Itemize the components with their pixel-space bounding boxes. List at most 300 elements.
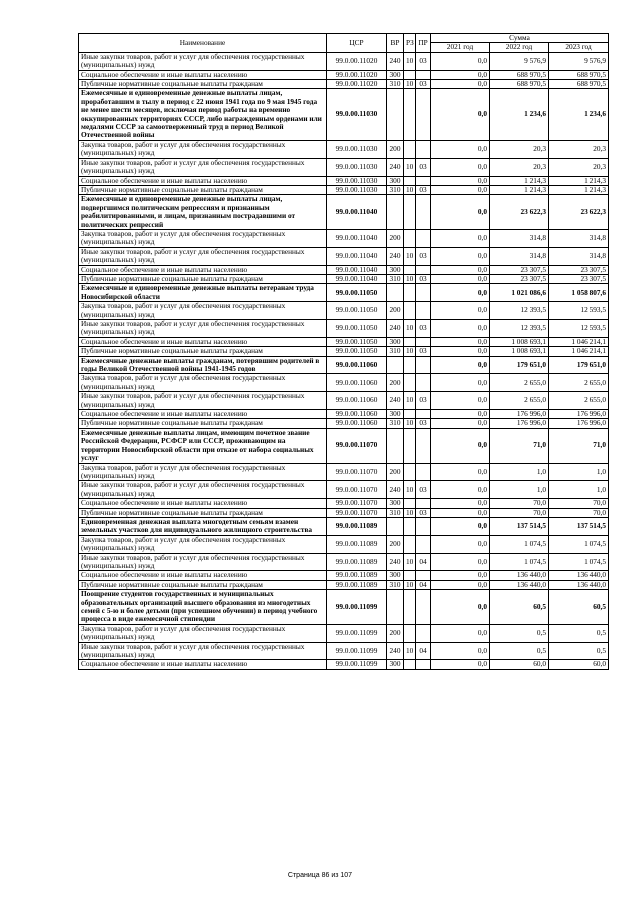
cell-2023: 136 440,0 bbox=[549, 580, 609, 589]
cell-2022: 137 514,5 bbox=[490, 517, 549, 535]
cell-2022: 1,0 bbox=[490, 481, 549, 499]
cell-csr: 99.0.00.11070 bbox=[327, 508, 387, 517]
cell-2022: 1 021 086,6 bbox=[490, 284, 549, 302]
header-vr: ВР bbox=[387, 34, 404, 53]
cell-rz: 10 bbox=[404, 508, 416, 517]
cell-rz bbox=[404, 176, 416, 185]
cell-2023: 688 970,5 bbox=[549, 70, 609, 79]
cell-2023: 314,8 bbox=[549, 247, 609, 265]
table-row bbox=[79, 624, 609, 642]
cell-2021: 0,0 bbox=[431, 463, 490, 481]
table-row bbox=[79, 320, 609, 338]
cell-pr: 03 bbox=[416, 80, 431, 89]
cell-vr: 310 bbox=[387, 80, 404, 89]
cell-pr bbox=[416, 337, 431, 346]
table-row bbox=[79, 229, 609, 247]
cell-csr: 99.0.00.11089 bbox=[327, 517, 387, 535]
cell-vr bbox=[387, 356, 404, 374]
table-row bbox=[79, 247, 609, 265]
cell-2022: 60,5 bbox=[490, 590, 549, 625]
budget-table bbox=[78, 33, 609, 670]
table-row bbox=[79, 642, 609, 660]
cell-2023: 1 046 214,1 bbox=[549, 347, 609, 356]
cell-rz bbox=[404, 535, 416, 553]
cell-pr: 03 bbox=[416, 508, 431, 517]
cell-pr bbox=[416, 590, 431, 625]
cell-vr: 240 bbox=[387, 52, 404, 70]
cell-pr bbox=[416, 428, 431, 463]
cell-2022: 0,5 bbox=[490, 642, 549, 660]
cell-2023: 1 074,5 bbox=[549, 535, 609, 553]
cell-csr: 99.0.00.11040 bbox=[327, 265, 387, 274]
table-row-section bbox=[79, 517, 609, 535]
cell-csr: 99.0.00.11070 bbox=[327, 428, 387, 463]
cell-rz bbox=[404, 265, 416, 274]
header-year-2021: 2021 год bbox=[431, 43, 490, 52]
cell-2021: 0,0 bbox=[431, 302, 490, 320]
cell-2022: 176 996,0 bbox=[490, 419, 549, 428]
table-header bbox=[79, 34, 609, 53]
cell-2022: 70,0 bbox=[490, 508, 549, 517]
table-row bbox=[79, 553, 609, 571]
cell-pr bbox=[416, 535, 431, 553]
cell-pr: 04 bbox=[416, 642, 431, 660]
cell-vr: 310 bbox=[387, 580, 404, 589]
cell-rz: 10 bbox=[404, 392, 416, 410]
cell-vr: 240 bbox=[387, 320, 404, 338]
cell-vr: 310 bbox=[387, 419, 404, 428]
table-row-section bbox=[79, 356, 609, 374]
cell-csr: 99.0.00.11060 bbox=[327, 410, 387, 419]
cell-vr: 300 bbox=[387, 176, 404, 185]
cell-2022: 12 393,5 bbox=[490, 320, 549, 338]
cell-2021: 0,0 bbox=[431, 265, 490, 274]
cell-name: Социальное обеспечение и иные выплаты населению bbox=[79, 660, 327, 669]
cell-pr bbox=[416, 302, 431, 320]
cell-pr bbox=[416, 195, 431, 230]
cell-vr: 200 bbox=[387, 302, 404, 320]
table-row bbox=[79, 463, 609, 481]
cell-rz: 10 bbox=[404, 419, 416, 428]
cell-name: Закупка товаров, работ и услуг для обеспечения государственных (муниципальных) нужд bbox=[79, 140, 327, 158]
cell-csr: 99.0.00.11020 bbox=[327, 52, 387, 70]
cell-rz bbox=[404, 337, 416, 346]
cell-csr: 99.0.00.11060 bbox=[327, 419, 387, 428]
cell-2021: 0,0 bbox=[431, 660, 490, 669]
table-row bbox=[79, 481, 609, 499]
cell-2023: 12 593,5 bbox=[549, 320, 609, 338]
cell-2022: 20,3 bbox=[490, 140, 549, 158]
cell-2022: 1,0 bbox=[490, 463, 549, 481]
cell-2023: 70,0 bbox=[549, 499, 609, 508]
cell-csr: 99.0.00.11020 bbox=[327, 70, 387, 79]
cell-csr: 99.0.00.11050 bbox=[327, 337, 387, 346]
cell-vr: 200 bbox=[387, 140, 404, 158]
table-row-section bbox=[79, 284, 609, 302]
cell-csr: 99.0.00.11060 bbox=[327, 392, 387, 410]
table-row bbox=[79, 185, 609, 194]
cell-2021: 0,0 bbox=[431, 571, 490, 580]
cell-name: Закупка товаров, работ и услуг для обеспечения государственных (муниципальных) нужд bbox=[79, 463, 327, 481]
cell-name: Иные закупки товаров, работ и услуг для обеспечения государственных (муниципальных) нужд bbox=[79, 553, 327, 571]
cell-2023: 136 440,0 bbox=[549, 571, 609, 580]
cell-csr: 99.0.00.11099 bbox=[327, 624, 387, 642]
cell-pr bbox=[416, 89, 431, 140]
cell-2023: 176 996,0 bbox=[549, 419, 609, 428]
cell-name: Социальное обеспечение и иные выплаты населению bbox=[79, 176, 327, 185]
cell-rz: 10 bbox=[404, 553, 416, 571]
cell-2021: 0,0 bbox=[431, 374, 490, 392]
cell-rz bbox=[404, 229, 416, 247]
cell-name: Публичные нормативные социальные выплаты гражданам bbox=[79, 80, 327, 89]
cell-2021: 0,0 bbox=[431, 247, 490, 265]
cell-rz: 10 bbox=[404, 185, 416, 194]
cell-2023: 12 593,5 bbox=[549, 302, 609, 320]
table-row bbox=[79, 392, 609, 410]
cell-2022: 12 393,5 bbox=[490, 302, 549, 320]
cell-2022: 20,3 bbox=[490, 158, 549, 176]
cell-2023: 1 074,5 bbox=[549, 553, 609, 571]
cell-2022: 688 970,5 bbox=[490, 80, 549, 89]
cell-rz bbox=[404, 89, 416, 140]
cell-pr: 03 bbox=[416, 185, 431, 194]
table-row bbox=[79, 274, 609, 283]
cell-2021: 0,0 bbox=[431, 356, 490, 374]
cell-vr: 200 bbox=[387, 624, 404, 642]
table-body bbox=[79, 52, 609, 669]
cell-rz: 10 bbox=[404, 347, 416, 356]
cell-vr: 310 bbox=[387, 347, 404, 356]
header-pr: ПР bbox=[416, 34, 431, 53]
cell-2023: 60,5 bbox=[549, 590, 609, 625]
cell-name: Публичные нормативные социальные выплаты гражданам bbox=[79, 185, 327, 194]
cell-vr: 300 bbox=[387, 265, 404, 274]
cell-name: Закупка товаров, работ и услуг для обеспечения государственных (муниципальных) нужд bbox=[79, 302, 327, 320]
cell-rz bbox=[404, 499, 416, 508]
cell-2021: 0,0 bbox=[431, 229, 490, 247]
cell-pr: 04 bbox=[416, 553, 431, 571]
cell-csr: 99.0.00.11050 bbox=[327, 302, 387, 320]
cell-csr: 99.0.00.11050 bbox=[327, 347, 387, 356]
cell-2021: 0,0 bbox=[431, 590, 490, 625]
cell-rz bbox=[404, 302, 416, 320]
table-row bbox=[79, 52, 609, 70]
cell-csr: 99.0.00.11089 bbox=[327, 553, 387, 571]
cell-2021: 0,0 bbox=[431, 624, 490, 642]
cell-csr: 99.0.00.11070 bbox=[327, 481, 387, 499]
cell-vr: 240 bbox=[387, 392, 404, 410]
cell-2022: 1 214,3 bbox=[490, 176, 549, 185]
cell-rz: 10 bbox=[404, 80, 416, 89]
cell-csr: 99.0.00.11030 bbox=[327, 176, 387, 185]
cell-2023: 71,0 bbox=[549, 428, 609, 463]
cell-csr: 99.0.00.11089 bbox=[327, 535, 387, 553]
cell-2021: 0,0 bbox=[431, 517, 490, 535]
cell-2021: 0,0 bbox=[431, 428, 490, 463]
cell-name: Публичные нормативные социальные выплаты гражданам bbox=[79, 347, 327, 356]
table-row bbox=[79, 535, 609, 553]
cell-rz: 10 bbox=[404, 320, 416, 338]
cell-name: Иные закупки товаров, работ и услуг для обеспечения государственных (муниципальных) нужд bbox=[79, 247, 327, 265]
cell-2022: 60,0 bbox=[490, 660, 549, 669]
cell-pr bbox=[416, 356, 431, 374]
cell-pr: 03 bbox=[416, 158, 431, 176]
cell-csr: 99.0.00.11020 bbox=[327, 80, 387, 89]
cell-vr: 300 bbox=[387, 499, 404, 508]
cell-2023: 9 576,9 bbox=[549, 52, 609, 70]
cell-2023: 2 655,0 bbox=[549, 392, 609, 410]
cell-csr: 99.0.00.11070 bbox=[327, 499, 387, 508]
cell-name: Закупка товаров, работ и услуг для обеспечения государственных (муниципальных) нужд bbox=[79, 624, 327, 642]
cell-2023: 1 046 214,1 bbox=[549, 337, 609, 346]
cell-rz bbox=[404, 195, 416, 230]
table-row bbox=[79, 508, 609, 517]
cell-2021: 0,0 bbox=[431, 284, 490, 302]
cell-2022: 314,8 bbox=[490, 229, 549, 247]
cell-2021: 0,0 bbox=[431, 80, 490, 89]
cell-2021: 0,0 bbox=[431, 176, 490, 185]
table-row bbox=[79, 374, 609, 392]
cell-2023: 20,3 bbox=[549, 158, 609, 176]
cell-rz: 10 bbox=[404, 247, 416, 265]
cell-2022: 176 996,0 bbox=[490, 410, 549, 419]
cell-name: Единовременная денежная выплата многодетным семьям взамен земельных участков для индивидуального жилищного строительства bbox=[79, 517, 327, 535]
cell-name: Ежемесячные и единовременные денежные выплаты лицам, проработавшим в тылу в период с 22 июня 1941 года по 9 мая 1945 года не менее шести месяцев, исключая период работы на временно оккупированных территориях СССР, либо награжденным орденами или медалями СССР за самоотверженный труд в период Великой Отечественной войны bbox=[79, 89, 327, 140]
cell-2022: 2 655,0 bbox=[490, 392, 549, 410]
cell-2021: 0,0 bbox=[431, 274, 490, 283]
cell-name: Иные закупки товаров, работ и услуг для обеспечения государственных (муниципальных) нужд bbox=[79, 52, 327, 70]
cell-2021: 0,0 bbox=[431, 185, 490, 194]
cell-vr bbox=[387, 89, 404, 140]
cell-2021: 0,0 bbox=[431, 140, 490, 158]
cell-2023: 314,8 bbox=[549, 229, 609, 247]
cell-vr: 200 bbox=[387, 535, 404, 553]
table-row-section bbox=[79, 590, 609, 625]
cell-rz: 10 bbox=[404, 52, 416, 70]
cell-csr: 99.0.00.11070 bbox=[327, 463, 387, 481]
cell-pr bbox=[416, 517, 431, 535]
cell-name: Ежемесячные и единовременные денежные выплаты ветеранам труда Новосибирской области bbox=[79, 284, 327, 302]
cell-2022: 1 214,3 bbox=[490, 185, 549, 194]
cell-rz bbox=[404, 410, 416, 419]
cell-2022: 1 008 693,1 bbox=[490, 347, 549, 356]
cell-pr bbox=[416, 410, 431, 419]
cell-rz bbox=[404, 571, 416, 580]
cell-pr bbox=[416, 571, 431, 580]
cell-2023: 176 996,0 bbox=[549, 410, 609, 419]
cell-2023: 1,0 bbox=[549, 463, 609, 481]
cell-2022: 71,0 bbox=[490, 428, 549, 463]
cell-2023: 1 058 807,6 bbox=[549, 284, 609, 302]
cell-vr: 310 bbox=[387, 185, 404, 194]
cell-vr: 310 bbox=[387, 508, 404, 517]
cell-csr: 99.0.00.11030 bbox=[327, 140, 387, 158]
cell-pr: 03 bbox=[416, 247, 431, 265]
cell-csr: 99.0.00.11050 bbox=[327, 284, 387, 302]
cell-pr: 04 bbox=[416, 580, 431, 589]
cell-pr: 03 bbox=[416, 320, 431, 338]
table-row bbox=[79, 70, 609, 79]
cell-name: Публичные нормативные социальные выплаты гражданам bbox=[79, 580, 327, 589]
cell-name: Иные закупки товаров, работ и услуг для обеспечения государственных (муниципальных) нужд bbox=[79, 392, 327, 410]
cell-csr: 99.0.00.11040 bbox=[327, 195, 387, 230]
table-row bbox=[79, 176, 609, 185]
cell-2022: 23 307,5 bbox=[490, 274, 549, 283]
cell-vr: 300 bbox=[387, 660, 404, 669]
cell-name: Поощрение студентов государственных и муниципальных образовательных организаций высшего образования из многодетных семей с 5-ю и более детьми (при успешном обучении) в период учебного процесса в виде ежемесячной стипендии bbox=[79, 590, 327, 625]
table-row bbox=[79, 140, 609, 158]
cell-pr: 03 bbox=[416, 347, 431, 356]
table-row bbox=[79, 580, 609, 589]
cell-2023: 23 622,3 bbox=[549, 195, 609, 230]
cell-vr: 240 bbox=[387, 158, 404, 176]
cell-2023: 23 307,5 bbox=[549, 265, 609, 274]
cell-name: Социальное обеспечение и иные выплаты населению bbox=[79, 410, 327, 419]
cell-name: Закупка товаров, работ и услуг для обеспечения государственных (муниципальных) нужд bbox=[79, 374, 327, 392]
cell-2022: 23 622,3 bbox=[490, 195, 549, 230]
cell-rz bbox=[404, 374, 416, 392]
cell-2021: 0,0 bbox=[431, 195, 490, 230]
cell-2021: 0,0 bbox=[431, 499, 490, 508]
cell-csr: 99.0.00.11099 bbox=[327, 590, 387, 625]
cell-2023: 1,0 bbox=[549, 481, 609, 499]
header-rz: РЗ bbox=[404, 34, 416, 53]
page-footer: Страница 86 из 107 bbox=[287, 872, 353, 879]
cell-csr: 99.0.00.11050 bbox=[327, 320, 387, 338]
cell-2022: 688 970,5 bbox=[490, 70, 549, 79]
cell-2021: 0,0 bbox=[431, 347, 490, 356]
cell-2021: 0,0 bbox=[431, 392, 490, 410]
cell-name: Социальное обеспечение и иные выплаты населению bbox=[79, 499, 327, 508]
cell-vr bbox=[387, 517, 404, 535]
cell-2022: 23 307,5 bbox=[490, 265, 549, 274]
cell-vr: 300 bbox=[387, 337, 404, 346]
cell-2021: 0,0 bbox=[431, 320, 490, 338]
cell-2022: 1 008 693,1 bbox=[490, 337, 549, 346]
cell-pr: 03 bbox=[416, 419, 431, 428]
cell-pr bbox=[416, 176, 431, 185]
header-csr: ЦСР bbox=[327, 34, 387, 53]
table-row-section bbox=[79, 428, 609, 463]
cell-rz bbox=[404, 284, 416, 302]
cell-2023: 23 307,5 bbox=[549, 274, 609, 283]
cell-rz: 10 bbox=[404, 580, 416, 589]
cell-2021: 0,0 bbox=[431, 52, 490, 70]
cell-csr: 99.0.00.11030 bbox=[327, 185, 387, 194]
cell-2022: 2 655,0 bbox=[490, 374, 549, 392]
cell-2022: 70,0 bbox=[490, 499, 549, 508]
table-row-section bbox=[79, 89, 609, 140]
cell-rz: 10 bbox=[404, 274, 416, 283]
cell-name: Публичные нормативные социальные выплаты гражданам bbox=[79, 508, 327, 517]
cell-vr bbox=[387, 590, 404, 625]
cell-rz: 10 bbox=[404, 642, 416, 660]
table-row bbox=[79, 337, 609, 346]
cell-vr: 310 bbox=[387, 274, 404, 283]
cell-2023: 0,5 bbox=[549, 642, 609, 660]
cell-2023: 60,0 bbox=[549, 660, 609, 669]
cell-2021: 0,0 bbox=[431, 70, 490, 79]
cell-pr bbox=[416, 660, 431, 669]
cell-pr: 03 bbox=[416, 392, 431, 410]
cell-2021: 0,0 bbox=[431, 481, 490, 499]
cell-2021: 0,0 bbox=[431, 508, 490, 517]
table-row bbox=[79, 660, 609, 669]
cell-vr: 240 bbox=[387, 481, 404, 499]
cell-rz bbox=[404, 624, 416, 642]
cell-2021: 0,0 bbox=[431, 535, 490, 553]
cell-name: Ежемесячные денежные выплаты гражданам, потерявшим родителей в годы Великой Отечественной войны 1941-1945 годов bbox=[79, 356, 327, 374]
cell-pr bbox=[416, 284, 431, 302]
header-year-2023: 2023 год bbox=[549, 43, 609, 52]
cell-rz bbox=[404, 428, 416, 463]
cell-csr: 99.0.00.11089 bbox=[327, 571, 387, 580]
cell-vr bbox=[387, 195, 404, 230]
cell-vr: 300 bbox=[387, 571, 404, 580]
cell-csr: 99.0.00.11060 bbox=[327, 356, 387, 374]
cell-pr bbox=[416, 463, 431, 481]
cell-pr: 03 bbox=[416, 481, 431, 499]
cell-pr: 03 bbox=[416, 52, 431, 70]
cell-2021: 0,0 bbox=[431, 89, 490, 140]
cell-vr: 200 bbox=[387, 229, 404, 247]
cell-vr: 240 bbox=[387, 247, 404, 265]
cell-rz bbox=[404, 70, 416, 79]
header-sum: Сумма bbox=[431, 34, 609, 43]
cell-csr: 99.0.00.11060 bbox=[327, 374, 387, 392]
cell-rz bbox=[404, 463, 416, 481]
cell-vr: 240 bbox=[387, 642, 404, 660]
table-row bbox=[79, 347, 609, 356]
table-row-section bbox=[79, 195, 609, 230]
cell-2023: 1 214,3 bbox=[549, 176, 609, 185]
cell-pr bbox=[416, 624, 431, 642]
cell-rz bbox=[404, 140, 416, 158]
cell-2022: 1 074,5 bbox=[490, 553, 549, 571]
cell-2023: 688 970,5 bbox=[549, 80, 609, 89]
header-year-2022: 2022 год bbox=[490, 43, 549, 52]
cell-2023: 1 234,6 bbox=[549, 89, 609, 140]
cell-name: Публичные нормативные социальные выплаты гражданам bbox=[79, 419, 327, 428]
cell-2022: 0,5 bbox=[490, 624, 549, 642]
cell-rz bbox=[404, 590, 416, 625]
table-row bbox=[79, 158, 609, 176]
cell-name: Ежемесячные денежные выплаты лицам, имеющим почетное звание Российской Федерации, РСФСР или СССР, проживающим на территории Новосибирской области при отказе от набора социальных услуг bbox=[79, 428, 327, 463]
cell-name: Публичные нормативные социальные выплаты гражданам bbox=[79, 274, 327, 283]
cell-2023: 0,5 bbox=[549, 624, 609, 642]
cell-rz: 10 bbox=[404, 158, 416, 176]
cell-2023: 70,0 bbox=[549, 508, 609, 517]
cell-name: Социальное обеспечение и иные выплаты населению bbox=[79, 337, 327, 346]
cell-rz bbox=[404, 517, 416, 535]
cell-rz bbox=[404, 660, 416, 669]
cell-2022: 179 651,0 bbox=[490, 356, 549, 374]
cell-csr: 99.0.00.11040 bbox=[327, 229, 387, 247]
cell-vr: 300 bbox=[387, 70, 404, 79]
cell-2023: 137 514,5 bbox=[549, 517, 609, 535]
cell-2021: 0,0 bbox=[431, 419, 490, 428]
cell-name: Иные закупки товаров, работ и услуг для обеспечения государственных (муниципальных) нужд bbox=[79, 158, 327, 176]
cell-pr: 03 bbox=[416, 274, 431, 283]
cell-2021: 0,0 bbox=[431, 410, 490, 419]
cell-csr: 99.0.00.11030 bbox=[327, 89, 387, 140]
cell-pr bbox=[416, 70, 431, 79]
cell-name: Социальное обеспечение и иные выплаты населению bbox=[79, 265, 327, 274]
cell-name: Социальное обеспечение и иные выплаты населению bbox=[79, 571, 327, 580]
cell-name: Иные закупки товаров, работ и услуг для обеспечения государственных (муниципальных) нужд bbox=[79, 320, 327, 338]
cell-name: Закупка товаров, работ и услуг для обеспечения государственных (муниципальных) нужд bbox=[79, 535, 327, 553]
cell-2022: 1 074,5 bbox=[490, 535, 549, 553]
